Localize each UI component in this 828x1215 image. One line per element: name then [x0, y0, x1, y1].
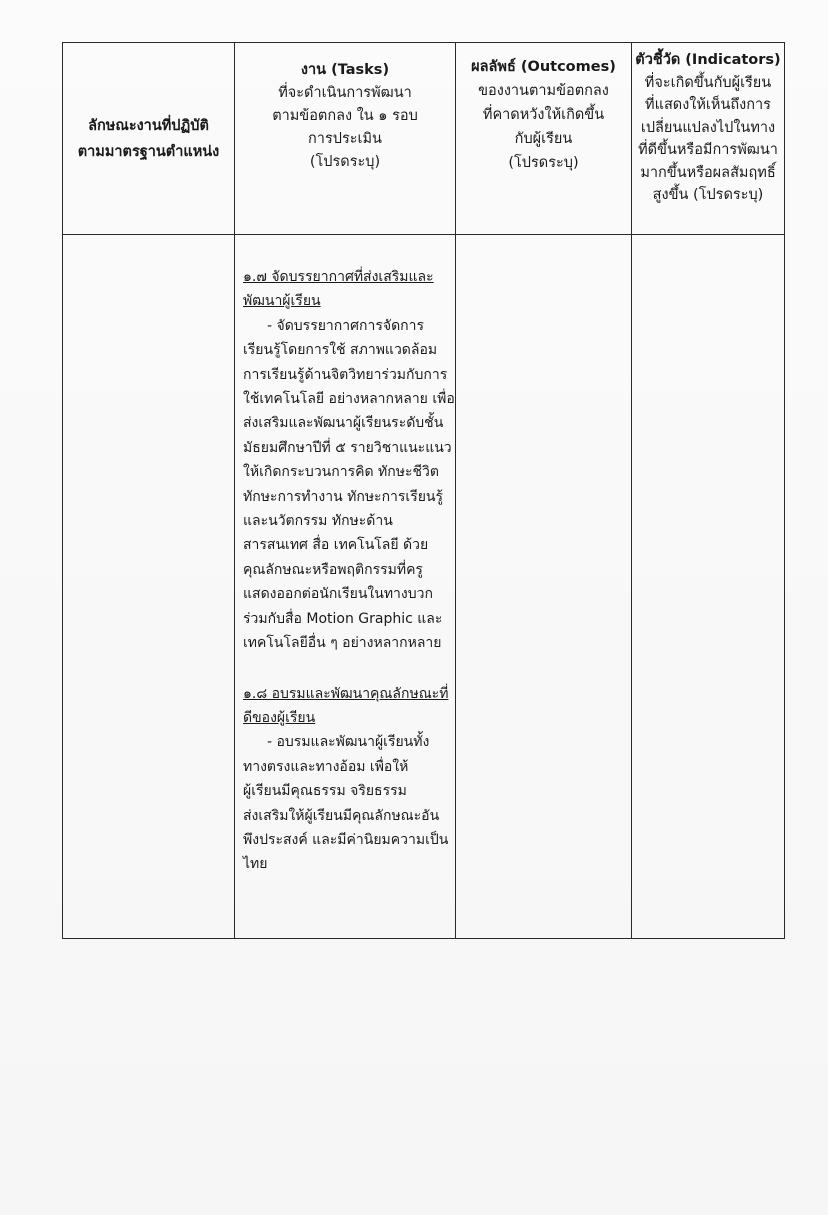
table-body-row [63, 235, 785, 939]
header-outcomes-line: ที่คาดหวังให้เกิดขึ้น [482, 107, 605, 123]
header-col1-line: ตามมาตรฐานตำแหน่ง [77, 143, 220, 160]
section-body-line: - จัดบรรยากาศการจัดการ [267, 317, 425, 334]
header-cell-indicators [632, 43, 785, 235]
section-body-line: และนวัตกรรม ทักษะด้าน [243, 513, 393, 530]
header-outcomes-line: (โปรดระบุ) [508, 155, 579, 171]
section-body-line: พึงประสงค์ และมีค่านิยมความเป็น [243, 831, 449, 848]
table-header-row [63, 43, 785, 235]
section-body-line: ส่งเสริมและพัฒนาผู้เรียนระดับชั้น [243, 415, 444, 432]
section-title: พัฒนาผู้เรียน [243, 293, 321, 310]
section-body-line: ไทย [243, 856, 268, 873]
section-body-line: คุณลักษณะหรือพฤติกรรมที่ครู [243, 561, 423, 578]
section-body-line: เทคโนโลยีอื่น ๆ อย่างหลากหลาย [243, 635, 442, 652]
header-indicators-line: ที่ดีขึ้นหรือมีการพัฒนา [638, 142, 778, 158]
section-body-line: เรียนรู้โดยการใช้ สภาพแวดล้อม [243, 342, 438, 359]
header-cell-work-characteristics [63, 43, 235, 235]
section-1-7 [243, 265, 455, 656]
section-body-line: ทักษะการทำงาน ทักษะการเรียนรู้ [243, 488, 444, 505]
header-tasks-title: งาน (Tasks) [300, 62, 390, 78]
header-cell-tasks [235, 43, 456, 235]
section-title: ๑.๗ จัดบรรยากาศที่ส่งเสริมและ [243, 269, 434, 285]
header-outcomes-title: ผลลัพธ์ (Outcomes) [471, 59, 616, 75]
header-outcomes-line: ของงานตามข้อตกลง [478, 83, 609, 99]
body-cell-outcomes [456, 235, 632, 939]
body-cell-indicators [632, 235, 785, 939]
header-cell-outcomes [456, 43, 632, 235]
section-body-line: แสดงออกต่อนักเรียนในทางบวก [243, 586, 433, 603]
section-body-line: ร่วมกับสื่อ Motion Graphic และ [243, 610, 443, 627]
body-cell-work-characteristics [63, 235, 235, 939]
header-indicators-line: มากขึ้นหรือผลสัมฤทธิ์ [640, 164, 776, 181]
section-body-line: - อบรมและพัฒนาผู้เรียนทั้ง [267, 734, 430, 751]
section-body-line: ผู้เรียนมีคุณธรรม จริยธรรม [243, 783, 407, 800]
section-body-line: ทางตรงและทางอ้อม เพื่อให้ [243, 758, 409, 775]
header-indicators-title: ตัวชี้วัด (Indicators) [635, 52, 781, 68]
section-1-8 [243, 682, 449, 877]
header-indicators-line: ที่จะเกิดขึ้นกับผู้เรียน [644, 74, 772, 91]
section-body-line: สารสนเทศ สื่อ เทคโนโลยี ด้วย [243, 537, 429, 554]
section-body-line: การเรียนรู้ด้านจิตวิทยาร่วมกับการ [243, 366, 448, 383]
header-outcomes-line: กับผู้เรียน [514, 131, 573, 147]
section-body-line: ใช้เทคโนโลยี อย่างหลากหลาย เพื่อ [243, 391, 455, 408]
agreement-table [62, 42, 785, 939]
section-body-line: มัธยมศึกษาปีที่ ๕ รายวิชาแนะแนว [243, 439, 452, 456]
section-body-line: ส่งเสริมให้ผู้เรียนมีคุณลักษณะอัน [243, 807, 440, 824]
body-cell-tasks [235, 235, 456, 939]
section-body-line: ให้เกิดกระบวนการคิด ทักษะชีวิต [243, 464, 439, 481]
header-col1-line: ลักษณะงานที่ปฏิบัติ [88, 117, 209, 134]
header-tasks-line: (โปรดระบุ) [309, 154, 381, 170]
section-title: ดีของผู้เรียน [243, 709, 316, 726]
header-tasks-line: การประเมิน [308, 131, 382, 147]
section-title: ๑.๘ อบรมและพัฒนาคุณลักษณะที่ [243, 685, 449, 702]
header-indicators-line: เปลี่ยนแปลงไปในทาง [640, 119, 776, 136]
header-indicators-line: สูงขึ้น (โปรดระบุ) [652, 187, 764, 203]
header-tasks-line: ที่จะดำเนินการพัฒนา [278, 85, 412, 101]
header-indicators-line: ที่แสดงให้เห็นถึงการ [645, 97, 771, 113]
header-tasks-line: ตามข้อตกลง ใน ๑ รอบ [272, 108, 418, 124]
